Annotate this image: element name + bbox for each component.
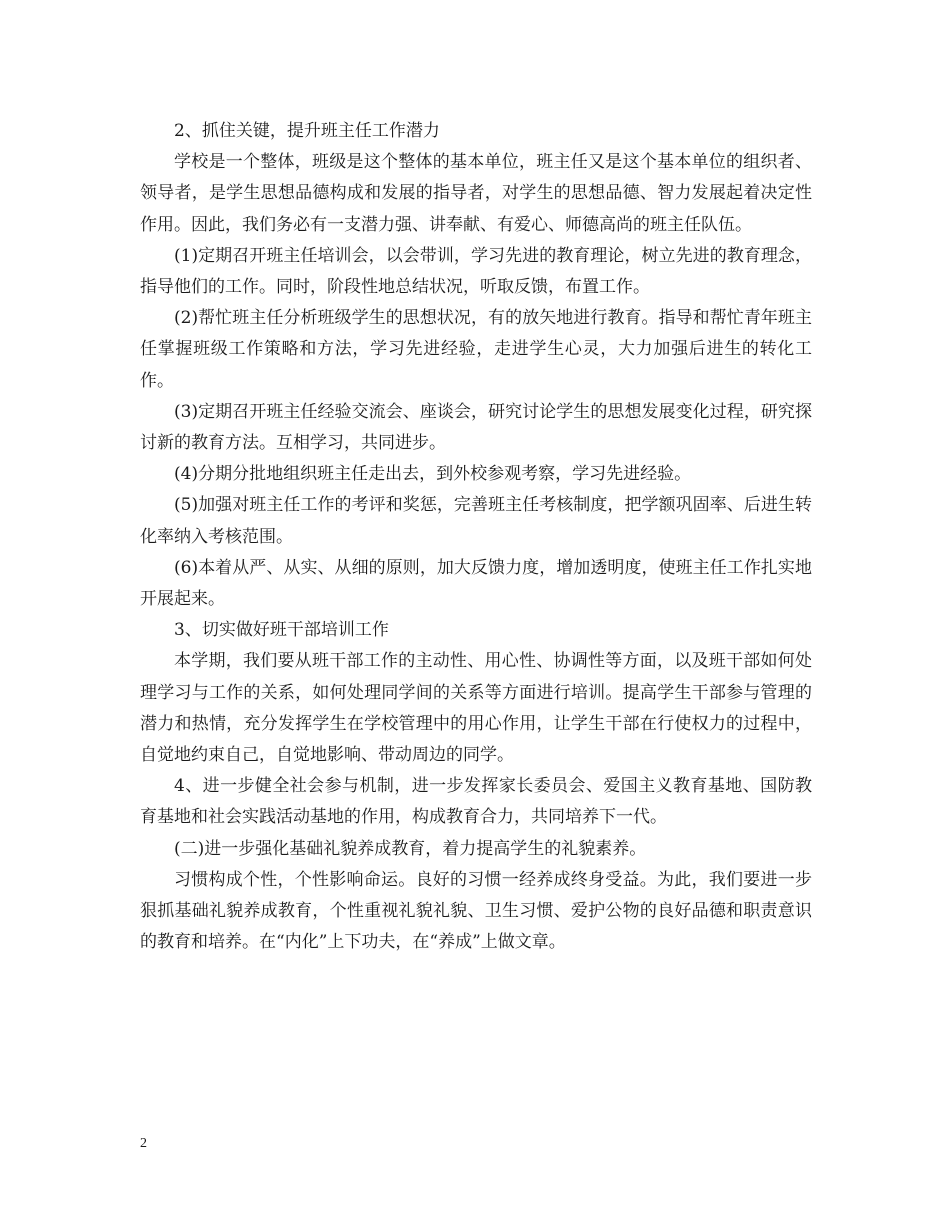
list-item-1: (1)定期召开班主任培训会，以会带训，学习先进的教育理论，树立先进的教育理念，指导他们的工作。同时，阶段性地总结状况，听取反馈，布置工作。 [140, 245, 812, 298]
paragraph-cadre-training: 本学期，我们要从班干部工作的主动性、用心性、协调性等方面，以及班干部如何处理学习与工作的关系，如何处理同学间的关系等方面进行培训。提高学生干部参与管理的潜力和热情，充分发挥学生在学校管理中的用心作用，让学生干部在行使权力的过程中，自觉地约束自己，自觉地影响、带动周边的同学。 [140, 651, 812, 766]
heading-class-teacher: 2、抓住关键，提升班主任工作潜力 [174, 121, 440, 141]
paragraph-habits: 习惯构成个性，个性影响命运。良好的习惯一经养成终身受益。为此，我们要进一步狠抓基础礼貌养成教育，个性重视礼貌礼貌、卫生习惯、爱护公物的良好品德和职责意识的教育和培养。在“内化”上下功夫，在“养成”上做文章。 [140, 869, 812, 953]
list-item-4: (4)分期分批地组织班主任走出去，到外校参观考察，学习先进经验。 [174, 464, 692, 485]
list-item-2: (2)帮忙班主任分析班级学生的思想状况，有的放矢地进行教育。指导和帮忙青年班主任掌握班级工作策略和方法，学习先进经验，走进学生心灵，大力加强后进生的转化工作。 [140, 308, 812, 391]
heading-class-cadre: 3、切实做好班干部培训工作 [174, 620, 389, 641]
heading-etiquette: (二)进一步强化基础礼貌养成教育，着力提高学生的礼貌素养。 [174, 838, 647, 859]
list-item-5: (5)加强对班主任工作的考评和奖惩，完善班主任考核制度，把学额巩固率、后进生转化率纳入考核范围。 [140, 495, 812, 547]
paragraph-social-participation: 4、进一步健全社会参与机制，进一步发挥家长委员会、爱国主义教育基地、国防教育基地和社会实践活动基地的作用，构成教育合力，共同培养下一代。 [140, 776, 812, 828]
list-item-6: (6)本着从严、从实、从细的原则，加大反馈力度，增加透明度，使班主任工作扎实地开展起来。 [140, 557, 812, 610]
page-number: 2 [140, 1136, 147, 1151]
document-body [140, 116, 812, 958]
list-item-3: (3)定期召开班主任经验交流会、座谈会，研究讨论学生的思想发展变化过程，研究探讨新的教育方法。互相学习，共同进步。 [140, 401, 812, 454]
paragraph-intro: 学校是一个整体，班级是这个整体的基本单位，班主任又是这个基本单位的组织者、领导者，是学生思想品德构成和发展的指导者，对学生的思想品德、智力发展起着决定性作用。因此，我们务必有一支潜力强、讲奉献、有爱心、师德高尚的班主任队伍。 [140, 152, 812, 235]
